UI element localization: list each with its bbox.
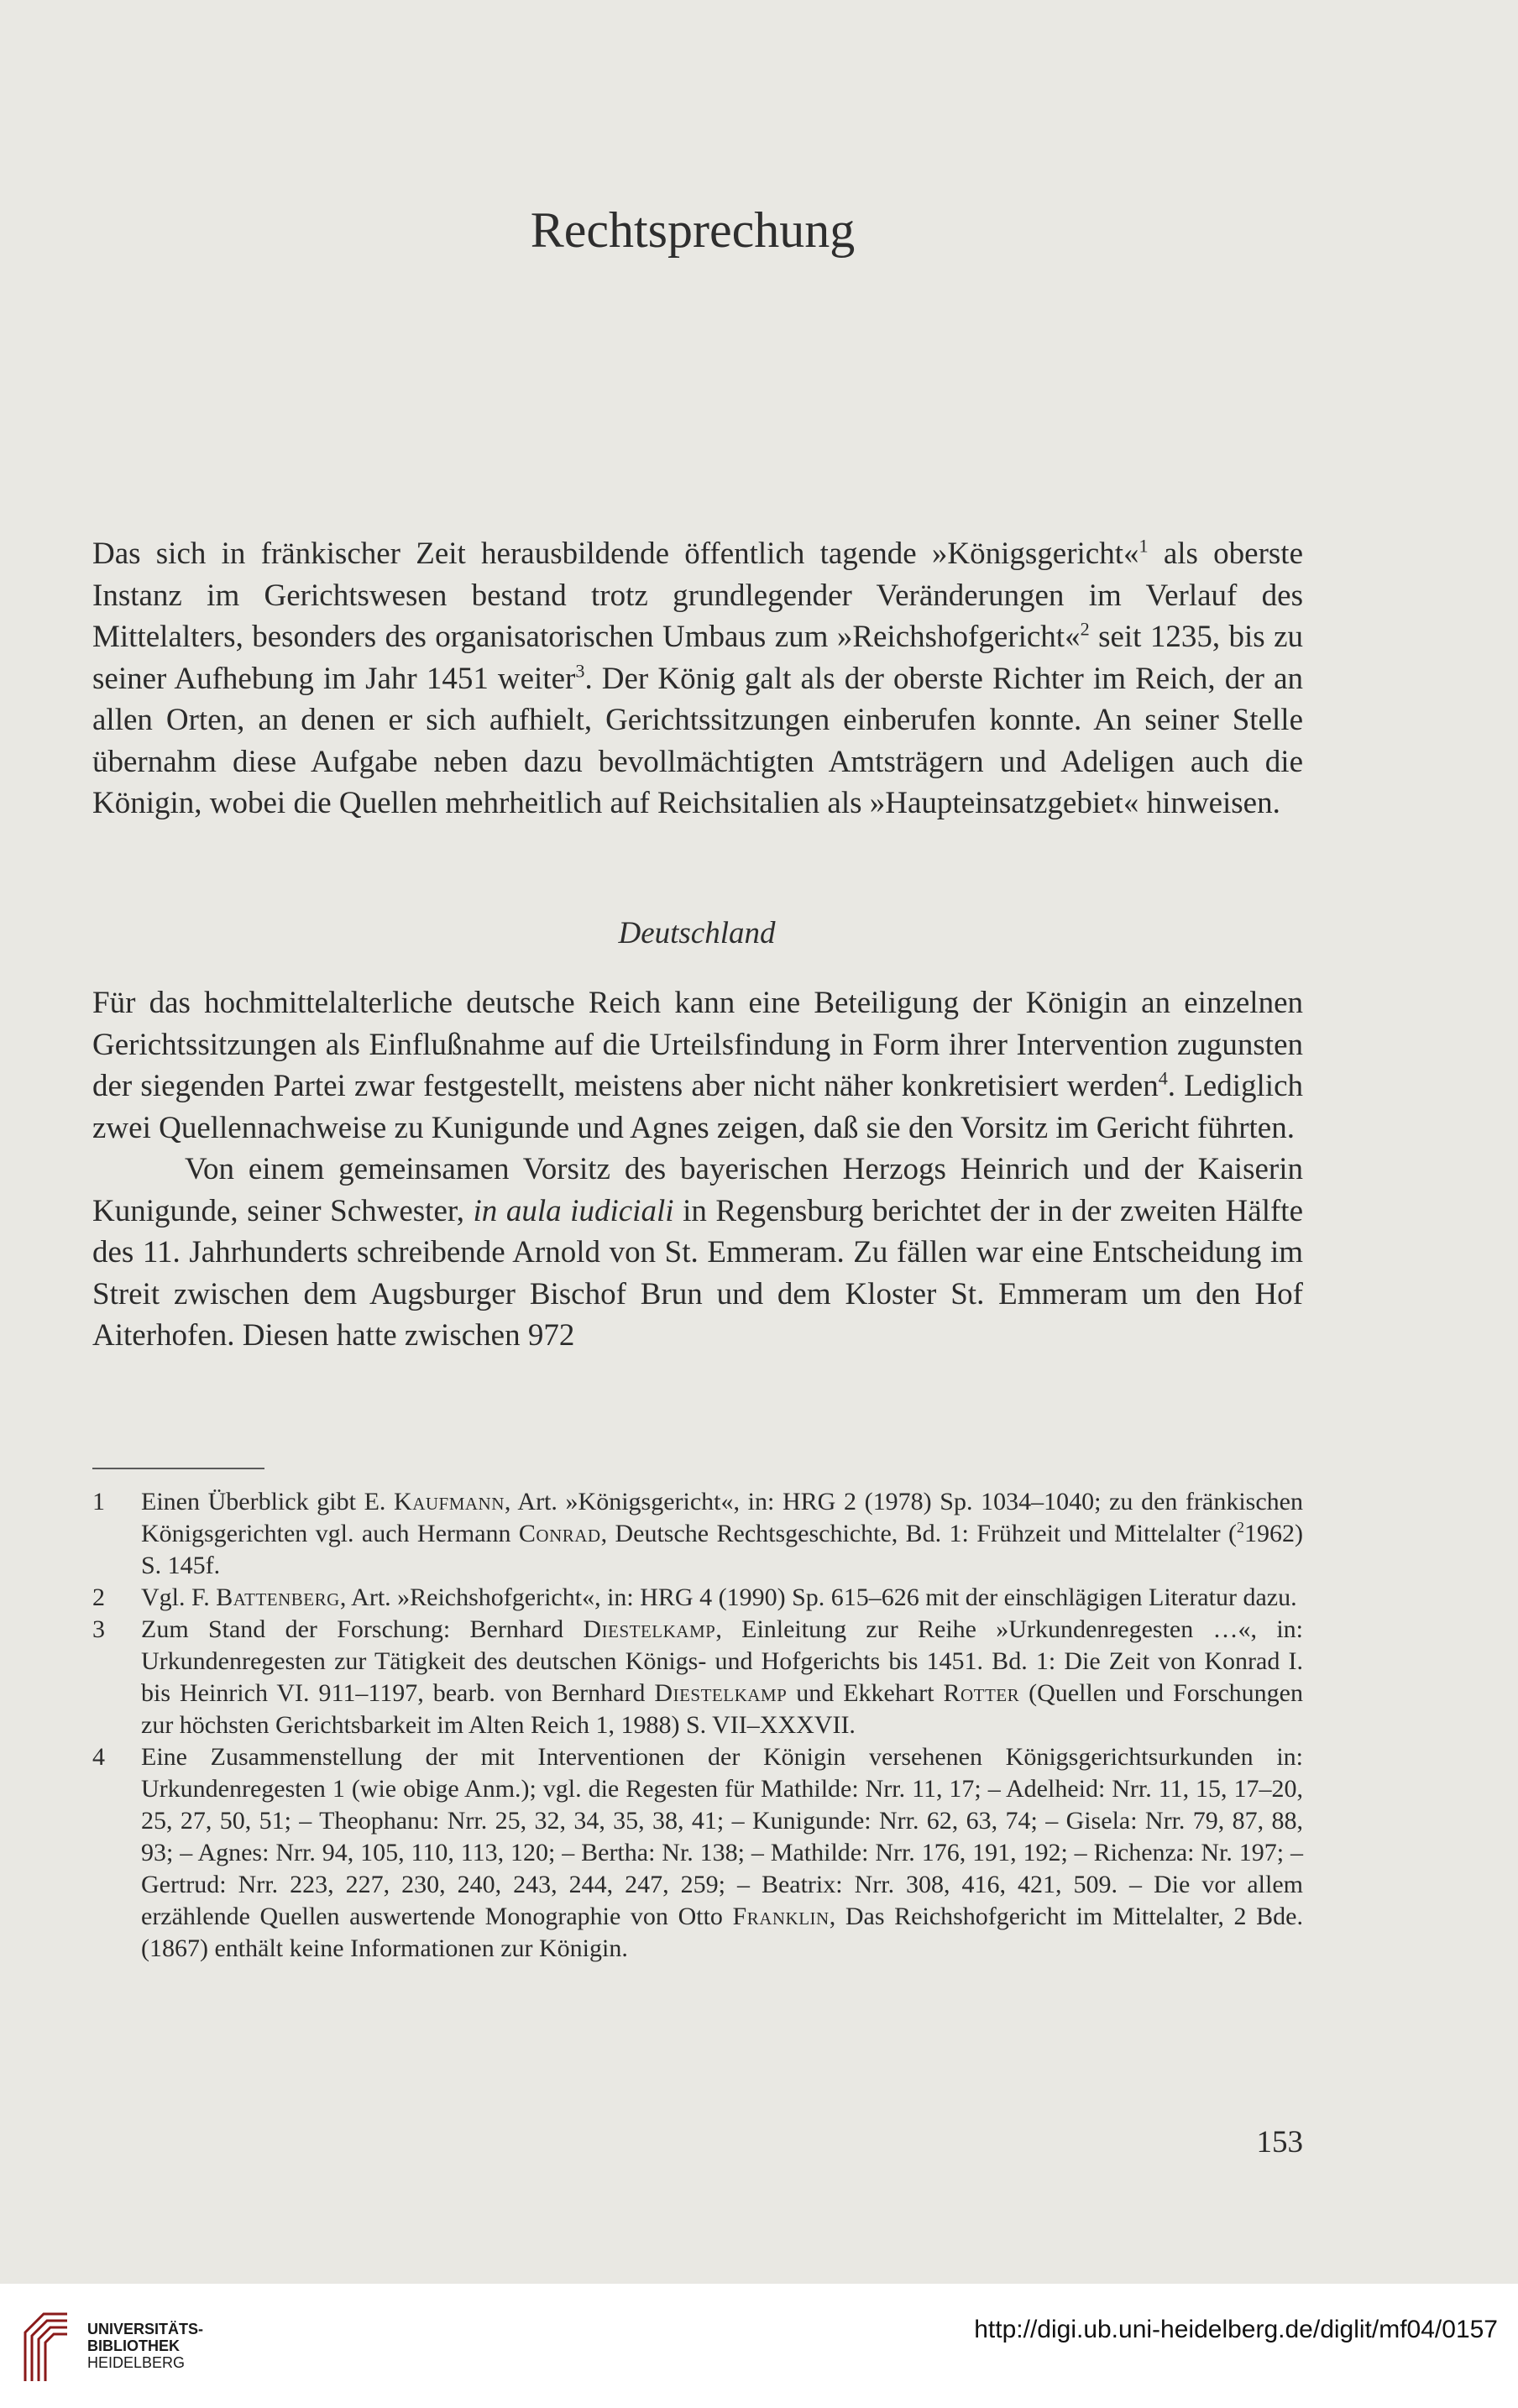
library-name-line: BIBLIOTHEK	[87, 2337, 180, 2354]
text-run: Vgl. F.	[141, 1584, 217, 1611]
text-run: Für das hochmittelalterliche deutsche Reich kann eine Beteiligung der Königin an einzelnen Gerichtssitzungen als Einflußnahme auf die Urteilsfindung in Form ihrer Intervention zugunsten der siegenden Partei zwar festgestellt, meistens aber nicht näher konkretisiert werden	[92, 986, 1303, 1103]
footnotes	[92, 1486, 1303, 1965]
footnote-number: 4	[92, 1743, 105, 1771]
footnote-number: 1	[92, 1488, 105, 1515]
page-number: 153	[1256, 2125, 1303, 2159]
section-heading: Deutschland	[618, 916, 776, 950]
footnote-2	[92, 1582, 1303, 1614]
author-name: Kaufmann	[394, 1488, 505, 1515]
edition-superscript: 2	[1237, 1519, 1245, 1536]
library-name-line: HEIDELBERG	[87, 2354, 186, 2371]
body-section-deutschland	[92, 982, 1303, 1357]
text-run: als oberste Instanz im Gerichtswesen bestand trotz grundlegender Veränderungen im Verlauf des Mittelalters, besonders des organisatorischen Umbaus zum »Reichshofgericht«	[92, 537, 1304, 654]
footnote-3	[92, 1614, 1303, 1741]
page-title: Rechtsprechung	[530, 202, 856, 258]
text-run: Das sich in fränkischer Zeit herausbildende öffentlich tagende »Königsgericht«	[92, 537, 1139, 571]
author-name: Conrad	[518, 1520, 601, 1547]
author-name: Diestelkamp	[583, 1615, 716, 1643]
library-logo-icon	[18, 2307, 74, 2383]
library-name-line: UNIVERSITÄTS-	[87, 2321, 204, 2337]
author-name: Rotter	[943, 1679, 1020, 1707]
text-run: Zum Stand der Forschung: Bernhard	[141, 1615, 584, 1643]
body-section-intro	[92, 533, 1303, 824]
italic-text: in aula iudiciali	[473, 1193, 674, 1228]
text-run: . Der König galt als der oberste Richter im Reich, der an allen Orten, an denen er sich aufhielt, Gerichtssitzungen einberufen konnte. An seiner Stelle übernahm diese Aufgabe neben dazu bevollmächtigten Amtsträgern und Adeligen auch die Königin, wobei die Quellen mehrheitlich auf Reichsitalien als »Haupteinsatzgebiet« hinweisen.	[92, 661, 1303, 820]
footnote-4	[92, 1741, 1303, 1965]
text-run: , Das Reichshofgericht im Mittelalter, 2 Bde. (1867) enthält keine Informationen zur Königin.	[141, 1903, 1303, 1962]
paragraph	[92, 1149, 1303, 1357]
footnote-1	[92, 1486, 1303, 1582]
text-run: , Art. »Reichshofgericht«, in: HRG 4 (1990) Sp. 615–626 mit der einschlägigen Literatur dazu.	[339, 1584, 1297, 1611]
text-run: , Einleitung zur Reihe »Urkundenregesten …«, in: Urkundenregesten zur Tätigkeit des deutschen Königs- und Hofgerichts bis 1451. Bd. 1: Die Zeit von Konrad I. bis Heinrich VI. 911–1197, bearb. von Bernhard	[141, 1615, 1304, 1707]
paragraph	[92, 533, 1303, 824]
text-run: 1962) S. 145f.	[141, 1520, 1304, 1579]
footnote-ref[interactable]: 1	[1138, 535, 1149, 557]
footnote-ref[interactable]: 2	[1080, 618, 1090, 640]
text-run: . Lediglich zwei Quellennachweise zu Kunigunde und Agnes zeigen, daß sie den Vorsitz im Gericht führten.	[92, 1069, 1303, 1145]
permalink-url[interactable]: http://digi.ub.uni-heidelberg.de/diglit/mf04/0157	[974, 2316, 1498, 2343]
author-name: Battenberg	[216, 1584, 340, 1611]
text-run: Eine Zusammenstellung der mit Interventionen der Königin versehenen Königsgerichtsurkunden in: Urkundenregesten 1 (wie obige Anm.); vgl. die Regesten für Mathilde: Nrr. 11, 17; – Adelheid: Nrr. 11, 15, 17–20, 25, 27, 50, 51; – Theophanu: Nrr. 25, 32, 34, 35, 38, 41; – Kunigunde: Nrr. 62, 63, 74; – Gisela: Nrr. 79, 87, 88, 93; – Agnes: Nrr. 94, 105, 110, 113, 120; – Bertha: Nr. 138; – Mathilde: Nrr. 176, 191, 192; – Richenza: Nr. 197; – Gertrud: Nrr. 223, 227, 230, 240, 243, 244, 247, 259; – Beatrix: Nrr. 308, 416, 421, 509. – Die vor allem erzählende Quellen auswertende Monographie von Otto	[141, 1743, 1303, 1930]
author-name: Diestelkamp	[654, 1679, 788, 1707]
footnote-ref[interactable]: 4	[1158, 1067, 1168, 1089]
library-name	[87, 2321, 203, 2371]
text-run: und Ekkehart	[787, 1679, 944, 1707]
footnote-ref[interactable]: 3	[575, 660, 585, 682]
library-footer	[0, 2284, 1518, 2408]
text-run: , Deutsche Rechtsgeschichte, Bd. 1: Frühzeit und Mittelalter (	[600, 1520, 1238, 1547]
footnote-number: 3	[92, 1615, 105, 1643]
text-run: seit 1235, bis zu seiner Aufhebung im Jahr 1451 weiter	[92, 620, 1303, 696]
paragraph	[92, 982, 1303, 1149]
text-run: in Regensburg berichtet der in der zweiten Hälfte des 11. Jahrhunderts schreibende Arnold von St. Emmeram. Zu fällen war eine Entscheidung im Streit zwischen dem Augsburger Bischof Brun und dem Kloster St. Emmeram um den Hof Aiterhofen. Diesen hatte zwischen 972	[92, 1193, 1303, 1353]
text-run: Von einem gemeinsamen Vorsitz des bayerischen Herzogs Heinrich und der Kaiserin Kunigunde, seiner Schwester,	[92, 1152, 1303, 1228]
author-name: Franklin	[732, 1903, 830, 1930]
text-run: Einen Überblick gibt E.	[141, 1488, 395, 1515]
footnote-divider	[92, 1468, 264, 1469]
footnote-number: 2	[92, 1584, 105, 1611]
text-run: , Art. »Königsgericht«, in: HRG 2 (1978) Sp. 1034–1040; zu den fränkischen Königsgerichten vgl. auch Hermann	[141, 1488, 1303, 1547]
text-run: (Quellen und Forschungen zur höchsten Gerichtsbarkeit im Alten Reich 1, 1988) S. VII–XXXVII.	[141, 1679, 1303, 1739]
